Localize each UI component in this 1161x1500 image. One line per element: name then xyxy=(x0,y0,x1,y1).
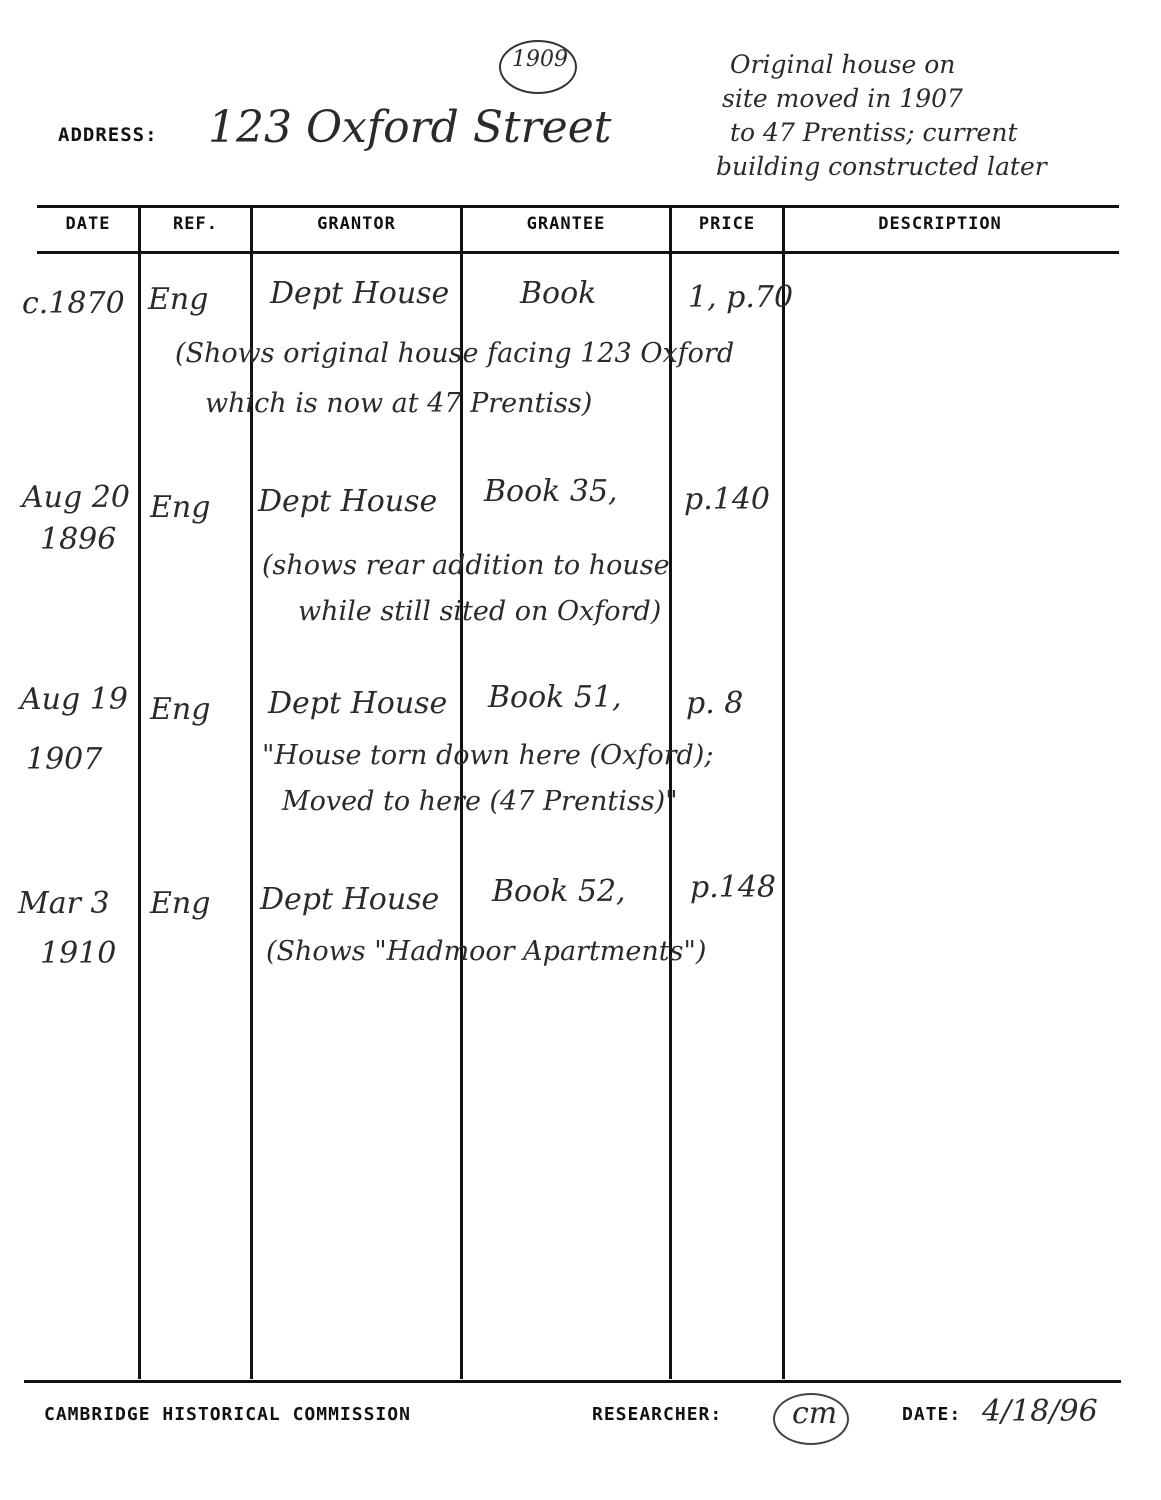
column-header-description: DESCRIPTION xyxy=(878,214,1002,234)
entry-2-date-2: 1896 xyxy=(40,522,117,557)
entry-1-grantee: Book xyxy=(520,276,597,311)
entry-3-date-1: Aug 19 xyxy=(20,682,128,717)
note-line-2: site moved in 1907 xyxy=(722,84,963,113)
column-header-grantor: GRANTOR xyxy=(317,214,396,234)
researcher-label: RESEARCHER: xyxy=(592,1404,723,1425)
entry-1-grantor: Dept House xyxy=(270,276,450,311)
researcher-initials: cm xyxy=(792,1396,838,1431)
entry-4-price: p.148 xyxy=(690,870,777,905)
entry-3-ref: Eng xyxy=(150,692,211,727)
entry-1-date: c.1870 xyxy=(22,286,125,321)
entry-3-grantee: Book 51, xyxy=(488,680,622,715)
column-divider-price xyxy=(782,207,785,1379)
entry-2-date-1: Aug 20 xyxy=(22,480,130,515)
entry-4-grantor: Dept House xyxy=(260,882,440,917)
entry-2-description-2: while still sited on Oxford) xyxy=(298,596,662,627)
table-header-rule xyxy=(37,251,1119,254)
date-label: DATE: xyxy=(902,1404,962,1425)
entry-1-description-2: which is now at 47 Prentiss) xyxy=(205,388,593,419)
entry-3-description-2: Moved to here (47 Prentiss)" xyxy=(282,786,678,817)
entry-2-grantee: Book 35, xyxy=(484,474,618,509)
entry-3-date-2: 1907 xyxy=(26,742,103,777)
entry-4-ref: Eng xyxy=(150,886,211,921)
entry-3-description-1: "House torn down here (Oxford); xyxy=(262,740,714,771)
column-header-date: DATE xyxy=(65,214,111,234)
table-top-rule xyxy=(37,205,1119,208)
entry-1-description-1: (Shows original house facing 123 Oxford xyxy=(175,338,735,369)
date-value: 4/18/96 xyxy=(982,1394,1098,1429)
table-bottom-rule xyxy=(24,1380,1121,1383)
entry-3-price: p. 8 xyxy=(686,686,744,721)
year-note: 1909 xyxy=(512,47,568,72)
note-line-3: to 47 Prentiss; current xyxy=(730,118,1018,147)
column-divider-date xyxy=(138,207,141,1379)
address-label: ADDRESS: xyxy=(58,124,158,146)
column-header-ref: REF. xyxy=(173,214,218,234)
address-value: 123 Oxford Street xyxy=(208,102,612,153)
entry-3-grantor: Dept House xyxy=(268,686,448,721)
column-divider-ref xyxy=(250,207,253,1379)
note-line-1: Original house on xyxy=(730,50,956,79)
entry-4-grantee: Book 52, xyxy=(492,874,626,909)
entry-4-date-1: Mar 3 xyxy=(18,886,110,921)
note-line-4: building constructed later xyxy=(716,152,1047,181)
entry-4-date-2: 1910 xyxy=(40,936,117,971)
entry-4-description-1: (Shows "Hadmoor Apartments") xyxy=(266,936,707,967)
column-header-price: PRICE xyxy=(698,214,756,234)
entry-1-ref: Eng xyxy=(148,282,209,317)
entry-2-grantor: Dept House xyxy=(258,484,438,519)
entry-2-price: p.140 xyxy=(684,482,771,517)
entry-1-price: 1, p.70 xyxy=(688,280,794,315)
entry-2-description-1: (shows rear addition to house xyxy=(262,550,670,581)
column-header-grantee: GRANTEE xyxy=(526,214,606,234)
entry-2-ref: Eng xyxy=(150,490,211,525)
commission-name: CAMBRIDGE HISTORICAL COMMISSION xyxy=(44,1404,411,1425)
